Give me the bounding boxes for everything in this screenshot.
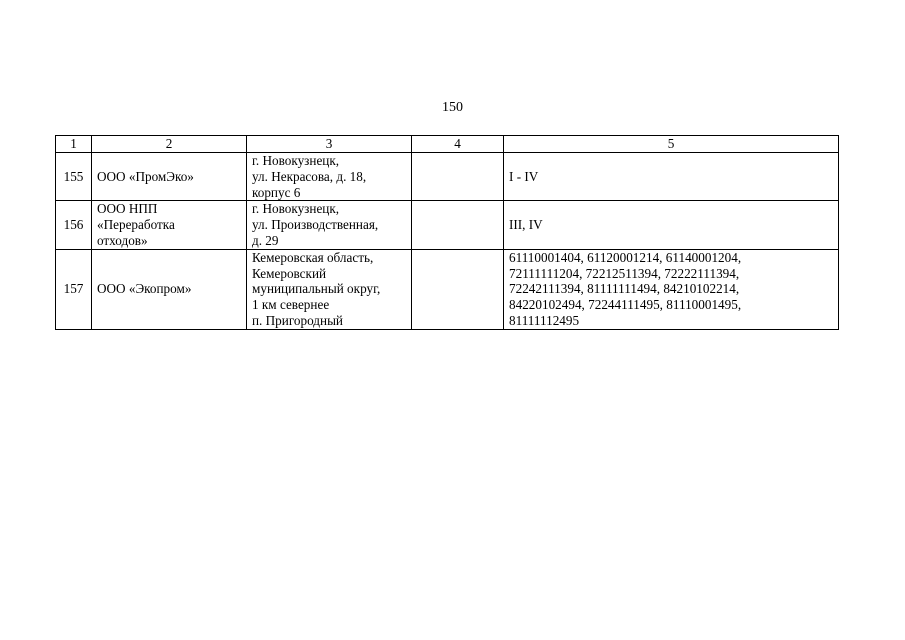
row-number: 156 [56,201,92,249]
organization-name: ООО «Экопром» [92,249,247,329]
table-row [56,201,839,249]
organization-address: г. Новокузнецк, ул. Производственная, д. 29 [247,201,412,249]
row-number: 157 [56,249,92,329]
page-number: 150 [442,100,463,115]
header-col-5: 5 [504,136,839,153]
header-col-2: 2 [92,136,247,153]
column-4-cell [412,249,504,329]
table-row [56,249,839,329]
column-4-cell [412,153,504,201]
registry-table [55,135,839,330]
column-4-cell [412,201,504,249]
header-col-1: 1 [56,136,92,153]
organization-address: г. Новокузнецк, ул. Некрасова, д. 18, корпус 6 [247,153,412,201]
row-number: 155 [56,153,92,201]
table-header [56,136,839,153]
header-row [56,136,839,153]
waste-codes: I - IV [504,153,839,201]
waste-codes: 61110001404, 61120001214, 61140001204, 72111111204, 72212511394, 72222111394, 72242111394, 81111111494, 84210102214, 84220102494, 72244111495, 81110001495, 81111112495 [504,249,839,329]
organization-name: ООО «ПромЭко» [92,153,247,201]
waste-codes: III, IV [504,201,839,249]
header-col-4: 4 [412,136,504,153]
table-body [56,153,839,330]
header-col-3: 3 [247,136,412,153]
table-row [56,153,839,201]
organization-address: Кемеровская область, Кемеровский муниципальный округ, 1 км севернее п. Пригородный [247,249,412,329]
organization-name: ООО НПП «Переработка отходов» [92,201,247,249]
